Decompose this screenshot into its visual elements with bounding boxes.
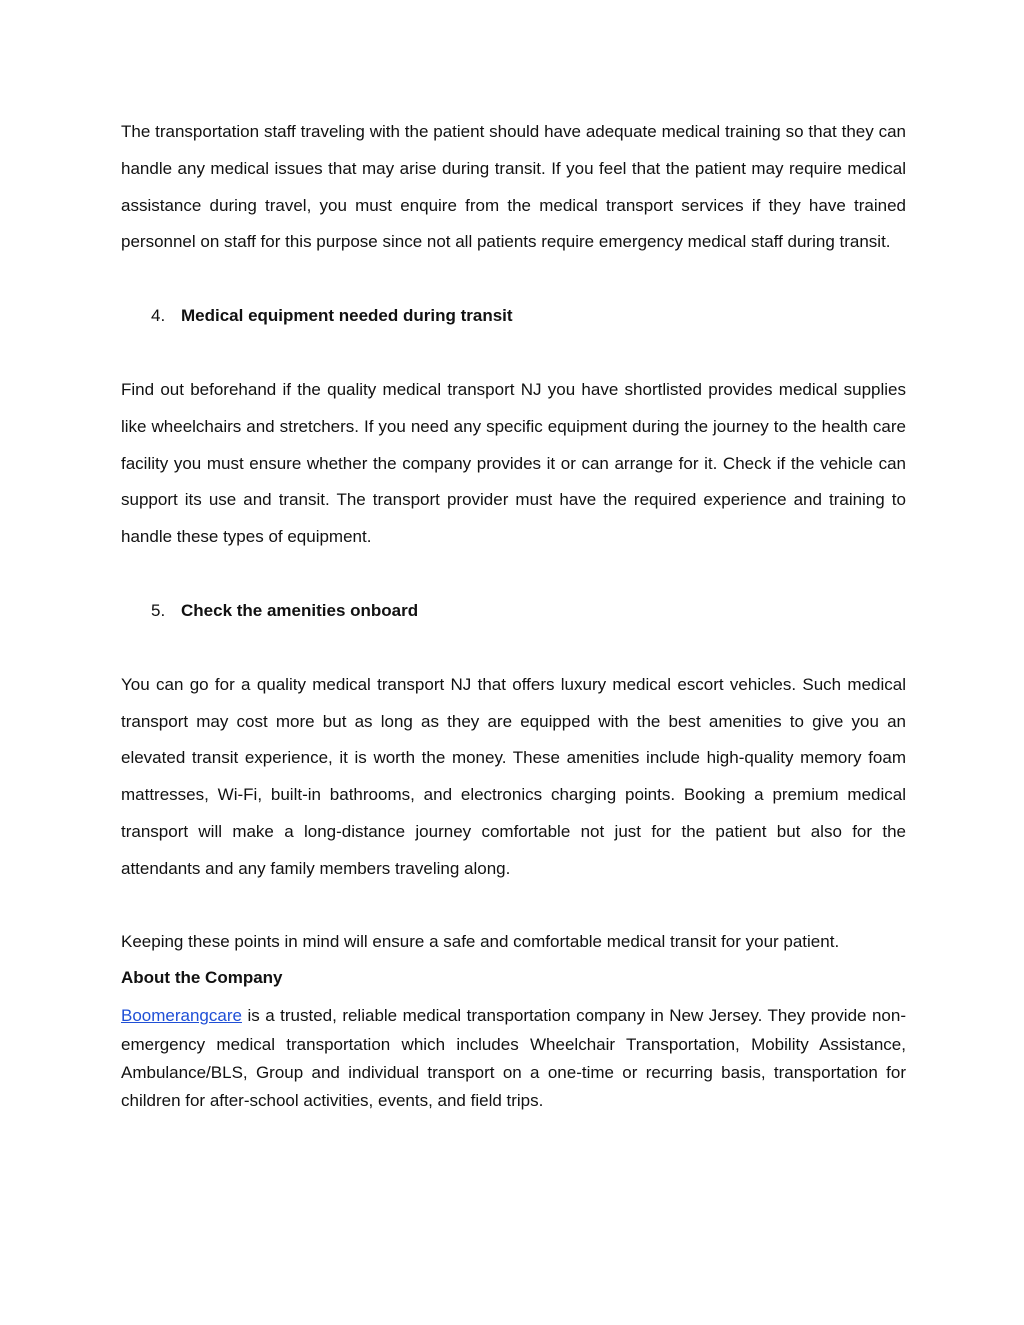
intro-paragraph: The transportation staff traveling with the patient should have adequate medical training so that they can handle any medical issues that may arise during transit. If you feel that the patient may require medical assistance during travel, you must enquire from the medical transport services if they have trained personnel on staff for this purpose since not all patients require emergency medical staff during transit.	[121, 122, 906, 252]
section-title: Check the amenities onboard	[181, 600, 419, 620]
section-title: Medical equipment needed during transit	[181, 306, 513, 326]
section-heading-4	[121, 298, 906, 335]
about-heading: About the Company	[121, 968, 283, 988]
section-number: 5.	[151, 600, 166, 620]
closing-paragraph: Keeping these points in mind will ensure a safe and comfortable medical transit for your patient.	[121, 931, 840, 951]
about-paragraph	[121, 1002, 906, 1115]
section-number: 4.	[151, 306, 166, 326]
document-page	[121, 114, 906, 1115]
about-body-text: is a trusted, reliable medical transportation company in New Jersey. They provide non-emergency medical transportation which includes Wheelchair Transportation, Mobility Assistance, Ambulance/BLS, Group and individual transport on a one-time or recurring basis, transportation for children for after-school activities, events, and field trips.	[121, 1006, 906, 1110]
section-body-5: You can go for a quality medical transport NJ that offers luxury medical escort vehicles. Such medical transport may cost more but as long as they are equipped with the best amenities to give you an elevated transit experience, it is worth the money. These amenities include high-quality memory foam mattresses, Wi-Fi, built-in bathrooms, and electronics charging points. Booking a premium medical transport will make a long-distance journey comfortable not just for the patient but also for the attendants and any family members traveling along.	[121, 674, 906, 878]
section-body-4: Find out beforehand if the quality medical transport NJ you have shortlisted provides medical supplies like wheelchairs and stretchers. If you need any specific equipment during the journey to the health care facility you must ensure whether the company provides it or can arrange for it. Check if the vehicle can support its use and transit. The transport provider must have the required experience and training to handle these types of equipment.	[121, 379, 906, 547]
company-link[interactable]: Boomerangcare	[121, 1006, 242, 1026]
section-heading-5	[121, 593, 906, 630]
